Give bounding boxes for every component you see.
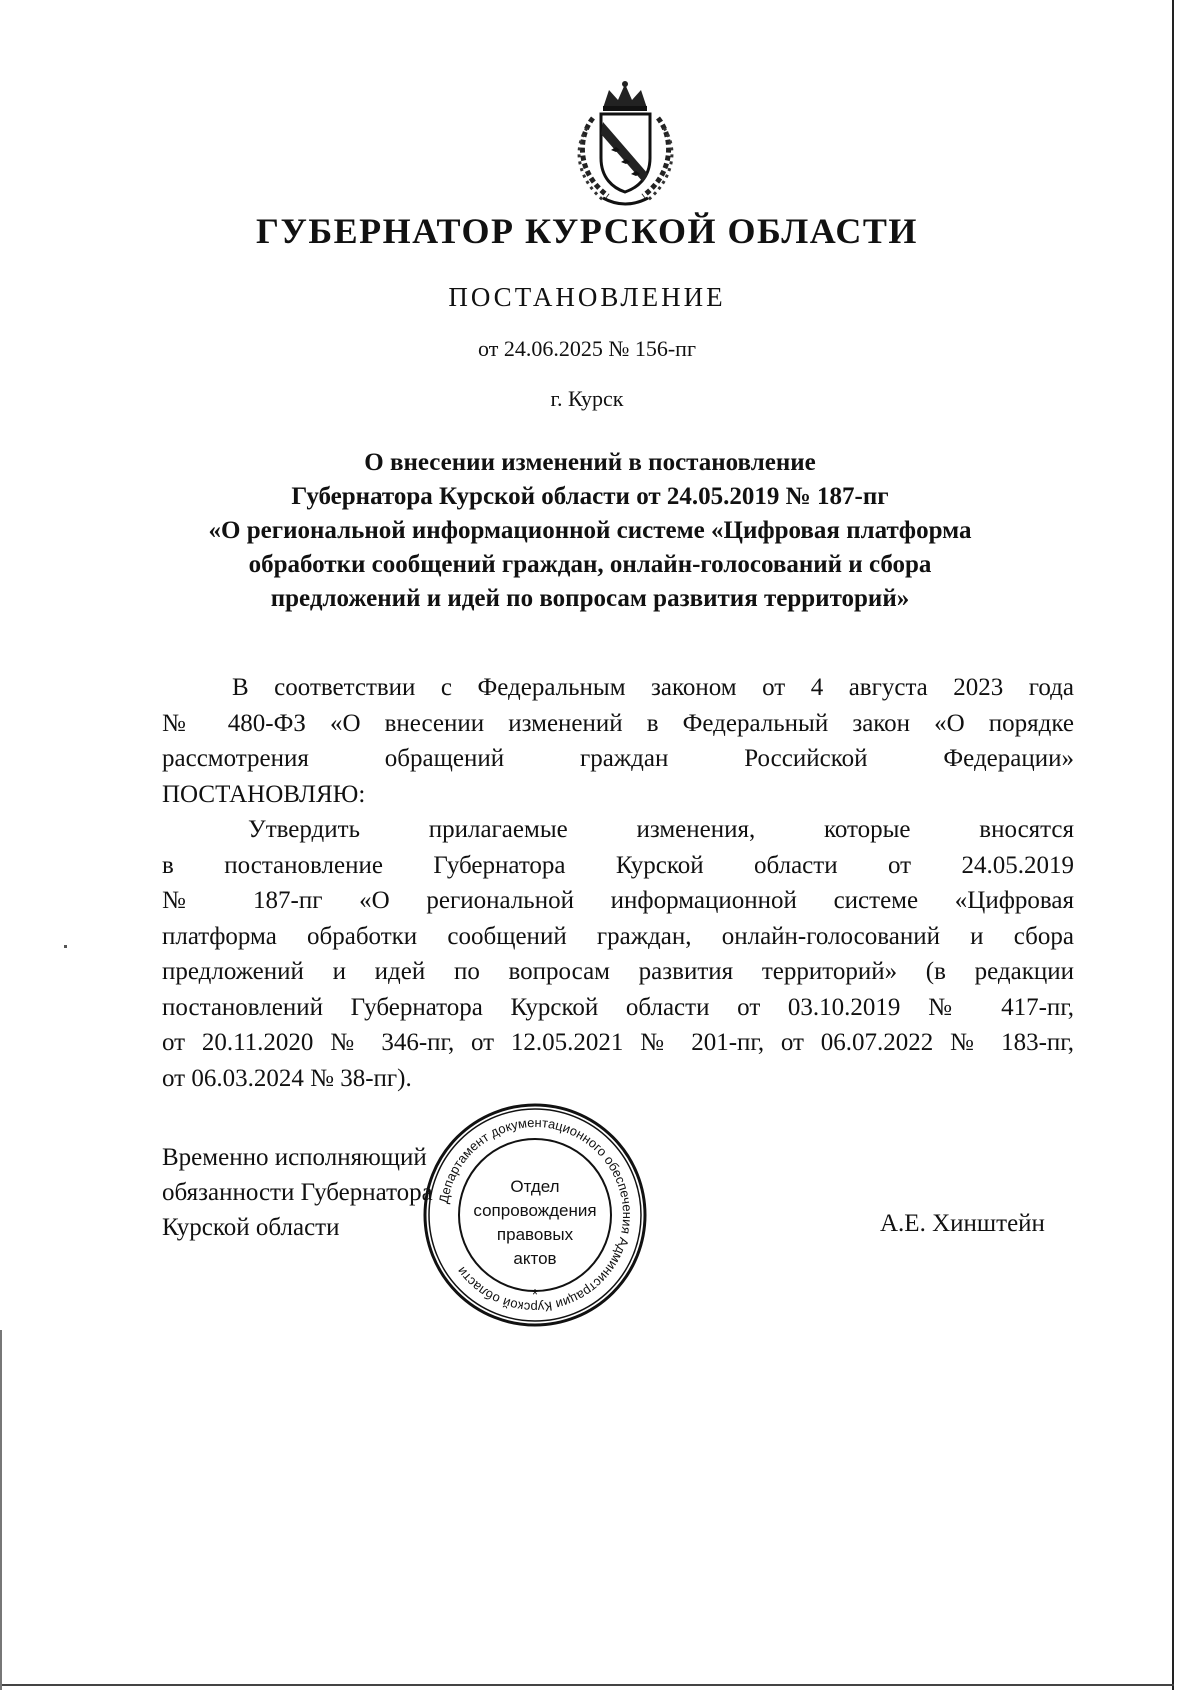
- resolution-paragraph: [162, 812, 1074, 1096]
- stamp-star: *: [531, 1287, 539, 1304]
- page-border-left: [0, 1330, 2, 1690]
- stamp-ring-text: Департамент документационного обеспечения Администрации Курской области: [435, 1114, 636, 1316]
- signatory-position-line: обязанности Губернатора: [162, 1179, 433, 1206]
- resolution-line: предложений и идей по вопросам развития территорий» (в редакции: [162, 958, 1074, 985]
- scan-artifact: [64, 945, 67, 948]
- stamp-center-line: Отдел: [510, 1177, 560, 1196]
- resolution-line: в постановление Губернатора Курской области от 24.05.2019: [162, 851, 1074, 879]
- resolve-word: ПОСТАНОВЛЯЮ:: [162, 780, 366, 808]
- signatory-position-line: Курской области: [162, 1214, 340, 1241]
- resolution-line: от 06.03.2024 № 38-пг).: [162, 1064, 412, 1092]
- subject-line: Губернатора Курской области от 24.05.2019 № 187-пг: [291, 483, 889, 510]
- resolution-line: № 187-пг «О региональной информационной системе «Цифровая: [162, 887, 1074, 914]
- resolution-line: платформа обработки сообщений граждан, онлайн-голосований и сбора: [162, 922, 1074, 950]
- document-subject: [140, 446, 1040, 616]
- resolution-line: Утвердить прилагаемые изменения, которые вносятся: [248, 816, 1074, 843]
- resolution-line: от 20.11.2020 № 346-пг, от 12.05.2021 № 201-пг, от 06.07.2022 № 183-пг,: [162, 1029, 1074, 1056]
- subject-line: О внесении изменений в постановление: [364, 449, 816, 476]
- coat-of-arms-emblem: [563, 78, 688, 210]
- subject-line: обработки сообщений граждан, онлайн-голосований и сбора: [248, 551, 932, 578]
- issue-city: г. Курск: [550, 386, 624, 411]
- stamp-center-line: актов: [513, 1249, 557, 1268]
- preamble-paragraph: [162, 670, 1074, 812]
- preamble-line: рассмотрения обращений граждан Российской Федерации»: [162, 745, 1074, 772]
- signatory-position-line: Временно исполняющий: [162, 1144, 427, 1171]
- preamble-line: В соответствии с Федеральным законом от 4 августа 2023 года: [232, 674, 1074, 701]
- date-and-number: от 24.06.2025 № 156-пг: [478, 336, 696, 361]
- signatory-name: А.Е. Хинштейн: [880, 1210, 1045, 1237]
- preamble-line: № 480-ФЗ «О внесении изменений в Федеральный закон «О порядке: [162, 709, 1074, 737]
- stamp-center-line: сопровождения: [473, 1201, 597, 1220]
- signatory-position: [162, 1140, 433, 1245]
- page-border-bottom: [0, 1684, 1174, 1686]
- stamp-center-line: правовых: [496, 1225, 574, 1244]
- issuing-authority-title: ГУБЕРНАТОР КУРСКОЙ ОБЛАСТИ: [256, 211, 918, 251]
- document-type: ПОСТАНОВЛЕНИЕ: [448, 282, 726, 312]
- subject-line: «О региональной информационной системе «Цифровая платформа: [208, 517, 972, 544]
- official-stamp: [420, 1100, 650, 1330]
- page-border-right: [1172, 0, 1174, 1690]
- resolution-line: постановлений Губернатора Курской области от 03.10.2019 № 417-пг,: [162, 993, 1074, 1021]
- subject-line: предложений и идей по вопросам развития территорий»: [270, 585, 910, 612]
